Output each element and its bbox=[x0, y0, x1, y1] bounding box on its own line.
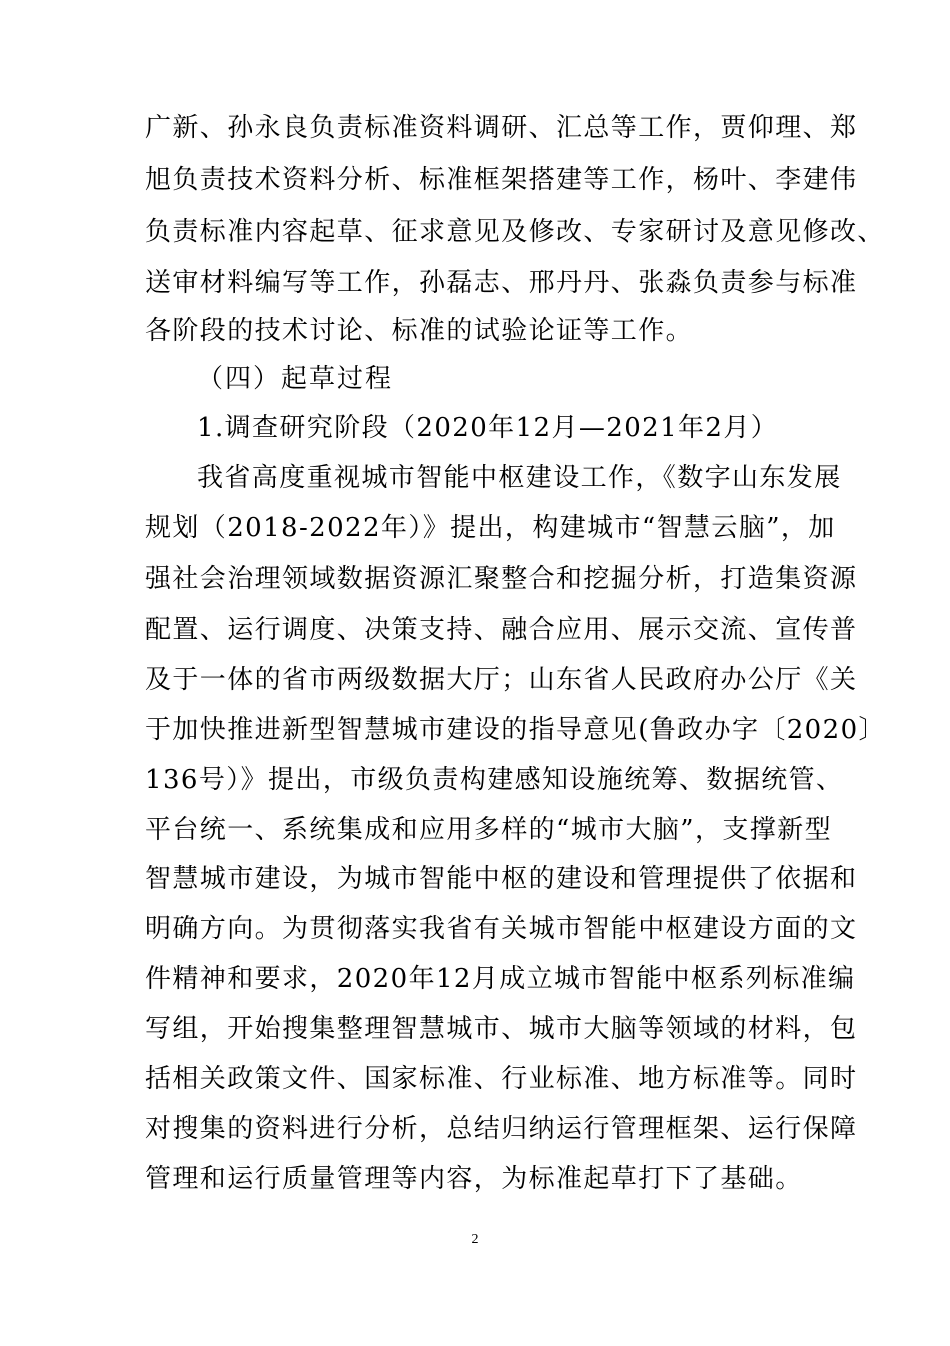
text-line: 智慧城市建设，为城市智能中枢的建设和管理提供了依据和 bbox=[145, 864, 858, 894]
page-number: 2 bbox=[471, 1232, 479, 1247]
text-line: 负责标准内容起草、征求意见及修改、专家研讨及意见修改、 bbox=[145, 217, 885, 247]
text-line: 件精神和要求，2020年12月成立城市智能中枢系列标准编 bbox=[145, 964, 856, 994]
text-line: 配置、运行调度、决策支持、融合应用、展示交流、宣传普 bbox=[145, 615, 858, 645]
text-line: 广新、孙永良负责标准资料调研、汇总等工作，贾仰理、郑 bbox=[145, 113, 858, 143]
text-line: 对搜集的资料进行分析，总结归纳运行管理框架、运行保障 bbox=[145, 1114, 858, 1144]
text-line: 明确方向。为贯彻落实我省有关城市智能中枢建设方面的文 bbox=[145, 914, 858, 944]
text-line: 强社会治理领域数据资源汇聚整合和挖掘分析，打造集资源 bbox=[145, 564, 858, 594]
subsection-heading: 1.调查研究阶段（2020年12月—2021年2月） bbox=[197, 413, 779, 443]
text-line: 各阶段的技术讨论、标准的试验论证等工作。 bbox=[145, 316, 694, 346]
text-line: 规划（2018-2022年）》提出，构建城市“智慧云脑”，加 bbox=[145, 513, 836, 543]
text-line: 送审材料编写等工作，孙磊志、邢丹丹、张淼负责参与标准 bbox=[145, 268, 858, 298]
text-line: 管理和运行质量管理等内容，为标准起草打下了基础。 bbox=[145, 1164, 803, 1194]
text-line: 及于一体的省市两级数据大厅；山东省人民政府办公厅《关 bbox=[145, 665, 858, 695]
text-line: 136号）》提出，市级负责构建感知设施统筹、数据统管、 bbox=[145, 765, 844, 795]
paragraph-first-line: 我省高度重视城市智能中枢建设工作，《数字山东发展 bbox=[197, 463, 842, 493]
text-line: 平台统一、系统集成和应用多样的“城市大脑”，支撑新型 bbox=[145, 815, 832, 845]
text-line: 旭负责技术资料分析、标准框架搭建等工作，杨叶、李建伟 bbox=[145, 165, 858, 195]
section-heading: （四）起草过程 bbox=[197, 364, 394, 394]
text-line: 括相关政策文件、国家标准、行业标准、地方标准等。同时 bbox=[145, 1064, 858, 1094]
text-line: 写组，开始搜集整理智慧城市、城市大脑等领域的材料，包 bbox=[145, 1014, 858, 1044]
text-line: 于加快推进新型智慧城市建设的指导意见(鲁政办字〔2020〕 bbox=[145, 715, 886, 745]
